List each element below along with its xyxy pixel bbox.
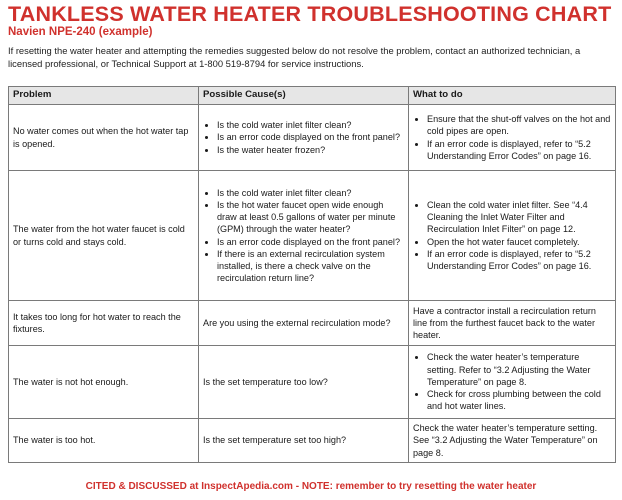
list-item: • Is the cold water inlet filter clean? — [217, 119, 404, 131]
table-header-row — [9, 87, 616, 105]
list-item: • Is an error code displayed on the front panel? — [217, 131, 404, 143]
page-subtitle: Navien NPE-240 (example) — [8, 26, 153, 38]
page-title: TANKLESS WATER HEATER TROUBLESHOOTING CHART — [8, 2, 612, 26]
intro-paragraph: If resetting the water heater and attempting the remedies suggested below do not resolve the problem, contact an authorized technician, a licensed professional, or Technical Support at 1-800 519-8794 for service instructions. — [8, 45, 581, 69]
list-item: • Check the water heater’s temperature setting. Refer to “3.2 Adjusting the Water Temperature” on page 8. — [427, 351, 611, 388]
problem-cell: The water is too hot. — [9, 419, 199, 463]
list-item: • Is the cold water inlet filter clean? — [217, 187, 404, 199]
troubleshooting-table — [8, 86, 616, 463]
problem-cell: No water comes out when the hot water tap is opened. — [9, 105, 199, 171]
table-row — [9, 346, 616, 419]
column-header-causes: Possible Cause(s) — [199, 87, 409, 105]
actions-cell: Check the water heater’s temperature setting. See “3.2 Adjusting the Water Temperature” on page 8. — [409, 419, 616, 463]
list-item: • Open the hot water faucet completely. — [427, 236, 611, 248]
actions-cell — [409, 171, 616, 301]
column-header-actions: What to do — [409, 87, 616, 105]
column-header-problem: Problem — [9, 87, 199, 105]
actions-cell — [409, 346, 616, 419]
list-item: • Is the hot water faucet open wide enough draw at least 0.5 gallons of water per minute (GPM) through the water heater? — [217, 199, 404, 236]
table-row — [9, 419, 616, 463]
actions-list — [413, 199, 611, 272]
list-item: • If an error code is displayed, refer to “5.2 Understanding Error Codes” on page 16. — [427, 138, 611, 162]
actions-list — [413, 351, 611, 412]
actions-cell: Have a contractor install a recirculation return line from the furthest faucet back to the water heater. — [409, 301, 616, 346]
table-row — [9, 171, 616, 301]
list-item: • Clean the cold water inlet filter. See “4.4 Cleaning the Inlet Water Filter and Recirculation Inlet Filter” on page 12. — [427, 199, 611, 236]
problem-cell: It takes too long for hot water to reach the fixtures. — [9, 301, 199, 346]
list-item: • Check for cross plumbing between the cold and hot water lines. — [427, 388, 611, 412]
citation-footer: CITED & DISCUSSED at InspectApedia.com - NOTE: remember to try resetting the water heater — [85, 481, 537, 492]
table-row — [9, 301, 616, 346]
list-item: • Ensure that the shut-off valves on the hot and cold pipes are open. — [427, 113, 611, 137]
list-item: • If there is an external recirculation system installed, is there a check valve on the recirculation return line? — [217, 248, 404, 285]
problem-cell: The water is not hot enough. — [9, 346, 199, 419]
list-item: • If an error code is displayed, refer to “5.2 Understanding Error Codes” on page 16. — [427, 248, 611, 272]
causes-cell — [199, 171, 409, 301]
causes-cell: Is the set temperature set too high? — [199, 419, 409, 463]
causes-list — [203, 187, 404, 285]
list-item: • Is an error code displayed on the front panel? — [217, 236, 404, 248]
table-row — [9, 105, 616, 171]
actions-list — [413, 113, 611, 162]
causes-cell: Is the set temperature too low? — [199, 346, 409, 419]
causes-cell: Are you using the external recirculation mode? — [199, 301, 409, 346]
causes-cell — [199, 105, 409, 171]
problem-cell: The water from the hot water faucet is cold or turns cold and stays cold. — [9, 171, 199, 301]
causes-list — [203, 119, 404, 156]
list-item: • Is the water heater frozen? — [217, 144, 404, 156]
actions-cell — [409, 105, 616, 171]
